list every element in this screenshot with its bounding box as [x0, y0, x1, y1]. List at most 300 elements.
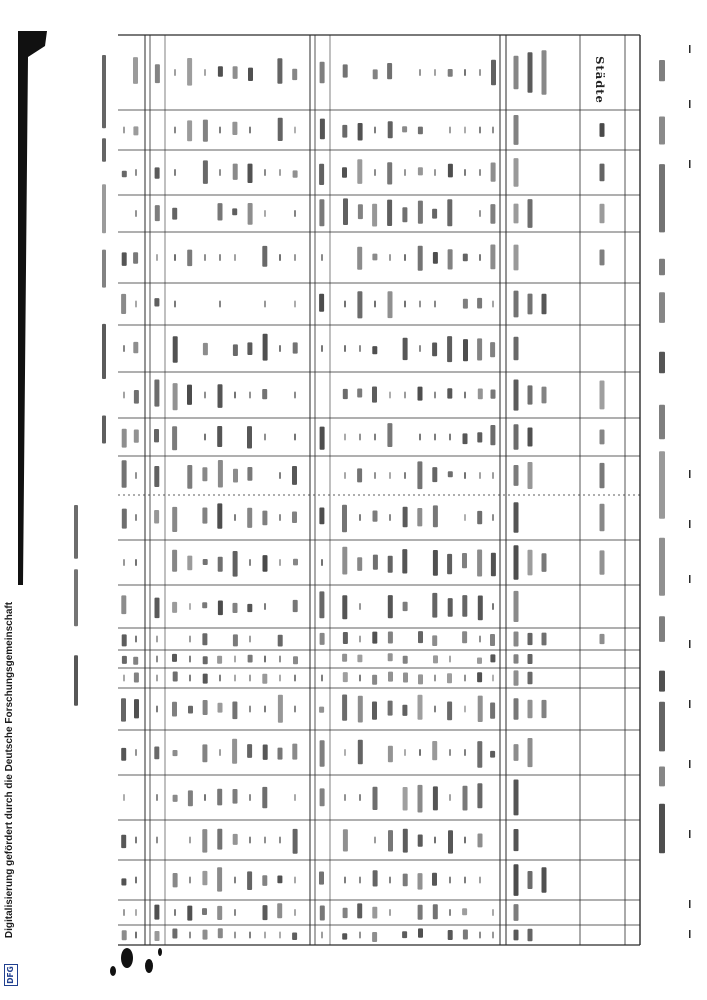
table-cell-dash [279, 472, 281, 479]
table-cell-dash [419, 69, 421, 76]
table-cell-value [320, 119, 325, 140]
table-cell-value [155, 205, 160, 221]
page-edge-mark [689, 930, 691, 938]
table-cell-value [277, 876, 282, 884]
table-cell-dash [359, 345, 361, 352]
table-cell-dash [204, 434, 206, 441]
column-header-text [542, 553, 547, 572]
table-cell-value [343, 672, 348, 682]
table-cell-dash [404, 392, 406, 399]
table-cell-dash [419, 345, 421, 352]
page-title-text [659, 259, 665, 276]
table-cell-value [233, 164, 238, 180]
table-cell-value [262, 389, 267, 399]
table-cell-value [433, 252, 438, 264]
column-header-text [600, 204, 605, 224]
table-cell-value [203, 120, 208, 142]
table-cell-value [233, 551, 238, 577]
table-cell-value [418, 246, 423, 271]
table-cell-value [432, 209, 437, 219]
table-cell-dash [135, 932, 137, 939]
table-cell-value [447, 336, 452, 362]
table-cell-value [247, 342, 252, 355]
table-cell-dash [294, 794, 296, 801]
table-cell-value [477, 672, 482, 682]
table-cell-value [247, 426, 252, 448]
table-cell-value [134, 699, 139, 718]
column-header-text [528, 462, 533, 489]
table-cell-value [477, 658, 482, 664]
table-cell-dash [249, 127, 251, 134]
table-cell-value [402, 126, 407, 132]
table-cell-dash [249, 392, 251, 399]
dfg-logo-icon [4, 964, 18, 986]
table-cell-value [217, 789, 222, 806]
table-cell-dash [249, 837, 251, 844]
table-cell-dash [219, 675, 221, 682]
table-cell-value [343, 389, 348, 399]
table-cell-value [319, 707, 324, 713]
table-cell-dash [419, 301, 421, 308]
table-cell-value [358, 123, 363, 141]
table-cell-value [218, 460, 223, 488]
table-cell-dash [294, 434, 296, 441]
table-cell-value [358, 204, 363, 219]
table-cell-dash [492, 675, 494, 682]
table-cell-value [292, 512, 297, 524]
footnote-text [102, 250, 106, 288]
page-edge-mark [689, 45, 691, 53]
table-cell-dash [156, 794, 158, 801]
table-cell-dash [135, 559, 137, 566]
table-cell-dash [434, 837, 436, 844]
table-cell-value [418, 928, 423, 937]
table-cell-value [462, 631, 467, 643]
page-title-text [659, 538, 665, 596]
table-cell-dash [249, 706, 251, 713]
table-cell-dash [294, 877, 296, 884]
table-cell-dash [234, 392, 236, 399]
table-cell-value [203, 160, 208, 184]
table-cell-value [433, 550, 438, 576]
page-edge-mark [689, 575, 691, 583]
table-cell-value [490, 703, 495, 719]
ink-blot [158, 948, 162, 956]
table-cell-dash [249, 636, 251, 643]
table-cell-dash [479, 472, 481, 479]
ink-blot [110, 966, 116, 976]
table-cell-value [218, 384, 223, 408]
table-cell-value [263, 334, 268, 361]
table-cell-value [357, 159, 362, 184]
column-header-text [514, 115, 519, 145]
table-cell-dash [404, 301, 406, 308]
page-title-text [659, 352, 665, 374]
table-cell-value [491, 60, 496, 86]
column-header-text [514, 632, 519, 647]
table-cell-value [418, 201, 423, 224]
table-cell-dash [123, 909, 125, 916]
page-title-text [659, 117, 665, 145]
table-cell-dash [135, 636, 137, 643]
table-cell-value [248, 203, 253, 225]
table-cell-dash [135, 909, 137, 916]
table-cell-value [133, 252, 138, 264]
table-cell-dash [464, 877, 466, 884]
table-cell-dash [204, 392, 206, 399]
table-cell-value [187, 906, 192, 921]
table-cell-value [418, 127, 423, 135]
table-cell-dash [464, 69, 466, 76]
table-cell-value [447, 388, 452, 398]
table-cell-value [218, 703, 223, 713]
table-cell-value [233, 603, 238, 613]
table-cell-dash [419, 749, 421, 756]
column-header-text [600, 463, 605, 488]
table-cell-value [187, 58, 192, 86]
column-header-text [542, 633, 547, 646]
table-cell-dash [359, 514, 361, 521]
table-cell-value [203, 656, 208, 664]
table-cell-value [247, 871, 252, 890]
table-cell-dash [294, 675, 296, 682]
page-edge-mark [689, 830, 691, 838]
column-header-text [514, 591, 519, 622]
table-cell-value [388, 632, 393, 644]
column-header-text [514, 291, 519, 318]
table-cell-dash [404, 749, 406, 756]
table-cell-value [448, 598, 453, 617]
table-cell-value [403, 673, 408, 683]
table-cell-value [373, 870, 378, 886]
table-cell-value [358, 696, 363, 723]
table-cell-value [187, 465, 192, 489]
table-cell-value [188, 790, 193, 806]
table-cell-dash [389, 909, 391, 916]
ink-blot [145, 959, 153, 973]
table-cell-dash [264, 603, 266, 610]
table-cell-dash [294, 706, 296, 713]
table-cell-value [402, 207, 407, 222]
table-cell-value [403, 338, 408, 360]
page-title-text [659, 616, 665, 642]
table-cell-dash [234, 877, 236, 884]
table-cell-value [418, 785, 423, 813]
table-cell-dash [344, 794, 346, 801]
column-header-text [600, 504, 605, 532]
table-cell-value [342, 547, 347, 575]
column-header-text [514, 744, 519, 761]
table-cell-value [388, 701, 393, 716]
table-cell-dash [219, 749, 221, 756]
table-cell-value [293, 600, 298, 612]
footnote-text [74, 569, 78, 626]
table-cell-dash [492, 301, 494, 308]
table-cell-value [263, 905, 268, 920]
table-cell-dash [434, 392, 436, 399]
page-edge-mark [689, 100, 691, 108]
table-cell-value [448, 930, 453, 940]
table-cell-value [403, 602, 408, 611]
table-cell-dash [359, 932, 361, 939]
column-header-text [514, 204, 519, 224]
table-cell-value [187, 250, 192, 267]
table-cell-value [403, 829, 408, 853]
table-cell-value [122, 930, 127, 940]
table-cell-dash [123, 559, 125, 566]
table-cell-dash [294, 909, 296, 916]
table-cell-value [247, 604, 252, 612]
table-cell-value [418, 873, 423, 890]
table-cell-dash [464, 472, 466, 479]
table-cell-dash [249, 675, 251, 682]
table-cell-value [278, 695, 283, 723]
table-cell-value [202, 871, 207, 885]
table-cell-value [262, 674, 267, 684]
table-cell-value [262, 875, 267, 886]
table-cell-value [343, 829, 348, 851]
table-cell-dash [294, 254, 296, 261]
table-cell-value [172, 550, 177, 572]
column-header-text [528, 52, 533, 93]
table-cell-dash [294, 210, 296, 217]
table-cell-dash [492, 472, 494, 479]
table-cell-dash [359, 877, 361, 884]
table-cell-dash [359, 794, 361, 801]
table-cell-value [463, 930, 468, 940]
column-header-text [542, 867, 547, 893]
table-cell-value [172, 426, 177, 450]
table-cell-value [122, 252, 127, 266]
table-cell-dash [123, 345, 125, 352]
table-cell-value [463, 254, 468, 262]
table-cell-dash [389, 254, 391, 261]
table-cell-value [342, 167, 347, 177]
table-cell-dash [464, 127, 466, 134]
table-cell-value [263, 555, 268, 572]
page-edge-mark [689, 520, 691, 528]
column-header-text [542, 50, 547, 95]
table-cell-dash [135, 210, 137, 217]
table-cell-dash [219, 301, 221, 308]
table-cell-dash [279, 169, 281, 176]
table-cell-dash [264, 434, 266, 441]
table-cell-value [293, 342, 298, 353]
table-cell-dash [279, 932, 281, 939]
table-cell-value [173, 383, 178, 410]
column-header-text [514, 698, 519, 720]
column-header-text [542, 700, 547, 718]
table-cell-dash [135, 301, 137, 308]
table-cell-dash [174, 254, 176, 261]
table-cell-value [343, 908, 348, 918]
table-cell-dash [279, 675, 281, 682]
table-cell-dash [359, 603, 361, 610]
table-cell-value [388, 746, 393, 762]
column-header-text [514, 654, 519, 663]
table-cell-dash [135, 472, 137, 479]
table-cell-dash [174, 127, 176, 134]
table-cell-dash [449, 434, 451, 441]
table-cell-value [202, 467, 207, 481]
table-cell-dash [449, 794, 451, 801]
column-header-text [514, 904, 519, 921]
table-cell-value [372, 632, 377, 644]
table-cell-value [233, 344, 238, 356]
table-cell-dash [264, 210, 266, 217]
table-cell-value [217, 503, 222, 528]
table-cell-dash [492, 932, 494, 939]
table-cell-dash [464, 749, 466, 756]
column-header-text [514, 780, 519, 816]
table-cell-dash [279, 559, 281, 566]
table-cell-dash [374, 472, 376, 479]
table-cell-value [133, 126, 138, 135]
table-cell-value [490, 425, 495, 445]
table-cell-value [372, 932, 377, 942]
footnote-text [74, 655, 78, 706]
table-cell-value [320, 788, 325, 806]
table-cell-value [490, 634, 495, 646]
table-cell-value [155, 598, 160, 619]
table-cell-value [173, 873, 178, 887]
column-header-text [600, 634, 605, 644]
table-cell-value [218, 557, 223, 572]
table-cell-value [277, 58, 282, 83]
footnote-text [74, 505, 78, 559]
page-title-text [659, 702, 665, 752]
table-cell-value [357, 557, 362, 571]
table-cell-value [277, 903, 282, 918]
table-cell-value [463, 786, 468, 811]
table-cell-value [447, 673, 452, 683]
table-cell-value [233, 634, 238, 646]
table-cell-value [122, 634, 127, 646]
table-cell-value [357, 468, 362, 482]
table-cell-dash [204, 69, 206, 76]
column-header-text [514, 670, 519, 685]
table-cell-value [292, 466, 297, 485]
table-cell-value [293, 829, 298, 854]
table-cell-dash [479, 254, 481, 261]
table-cell-dash [464, 706, 466, 713]
table-cell-value [233, 66, 238, 79]
ink-blot [121, 948, 133, 968]
dfg-logo-label: DFG [6, 966, 15, 984]
table-cell-value [173, 795, 178, 802]
column-header-text [528, 929, 533, 941]
table-cell-dash [404, 472, 406, 479]
column-header-text [514, 56, 519, 89]
page-title-text [659, 60, 665, 81]
table-cell-value [217, 426, 222, 447]
column-header-text [542, 387, 547, 404]
table-cell-value [292, 933, 297, 941]
table-cell-dash [321, 675, 323, 682]
table-cell-value [233, 834, 238, 845]
column-header-text [514, 502, 519, 533]
table-cell-value [263, 745, 268, 760]
table-cell-dash [294, 127, 296, 134]
footnote-text [102, 138, 106, 162]
table-cell-value [387, 200, 392, 226]
footnote-text [102, 324, 106, 379]
table-cell-value [490, 654, 495, 662]
table-cell-dash [359, 434, 361, 441]
table-cell-value [217, 829, 222, 850]
table-cell-dash [464, 837, 466, 844]
page-title-text [659, 671, 665, 692]
table-cell-value [232, 739, 237, 764]
table-cell-value [187, 556, 192, 571]
table-cell-dash [449, 656, 451, 663]
table-cell-value [462, 553, 467, 568]
table-cell-dash [264, 656, 266, 663]
table-cell-value [373, 511, 378, 522]
table-cell-value [217, 656, 222, 664]
column-header-text [514, 829, 519, 851]
page-edge-mark [689, 470, 691, 478]
table-cell-dash [374, 434, 376, 441]
table-cell-dash [434, 675, 436, 682]
table-cell-dash [464, 514, 466, 521]
table-cell-dash [449, 127, 451, 134]
table-cell-value [490, 342, 495, 357]
table-cell-dash [174, 69, 176, 76]
column-header-text [528, 738, 533, 767]
table-cell-value [187, 385, 192, 405]
table-cell-value [432, 343, 437, 357]
table-cell-value [293, 170, 298, 177]
table-cell-value [447, 702, 452, 721]
column-header-text [528, 428, 533, 447]
column-header-text [528, 294, 533, 315]
table-cell-value [463, 299, 468, 309]
table-cell-dash [234, 254, 236, 261]
table-cell-value [491, 553, 496, 577]
table-cell-dash [374, 169, 376, 176]
page-title-text [659, 451, 665, 519]
table-cell-value [320, 633, 325, 645]
table-cell-value [134, 390, 139, 404]
page-edge-mark [689, 900, 691, 908]
column-header-text [514, 245, 519, 271]
table-cell-dash [449, 909, 451, 916]
table-cell-value [133, 57, 138, 84]
page-title-text [659, 164, 665, 232]
table-cell-value [447, 199, 452, 226]
table-cell-value [319, 294, 324, 312]
table-cell-value [357, 903, 362, 918]
table-cell-value [343, 64, 348, 77]
table-cell-value [155, 64, 160, 83]
table-cell-dash [156, 837, 158, 844]
table-cell-value [477, 511, 482, 524]
table-cell-value [448, 69, 453, 77]
table-cell-dash [404, 254, 406, 261]
table-cell-value [403, 656, 408, 664]
table-cell-value [357, 247, 362, 270]
table-cell-value [173, 336, 178, 363]
table-cell-value [342, 505, 347, 532]
table-cell-value [388, 121, 393, 138]
table-cell-value [232, 702, 237, 720]
table-cell-dash [344, 472, 346, 479]
column-header-text [514, 545, 519, 579]
table-cell-value [388, 672, 393, 682]
page-edge-mark [689, 160, 691, 168]
table-cell-dash [264, 706, 266, 713]
